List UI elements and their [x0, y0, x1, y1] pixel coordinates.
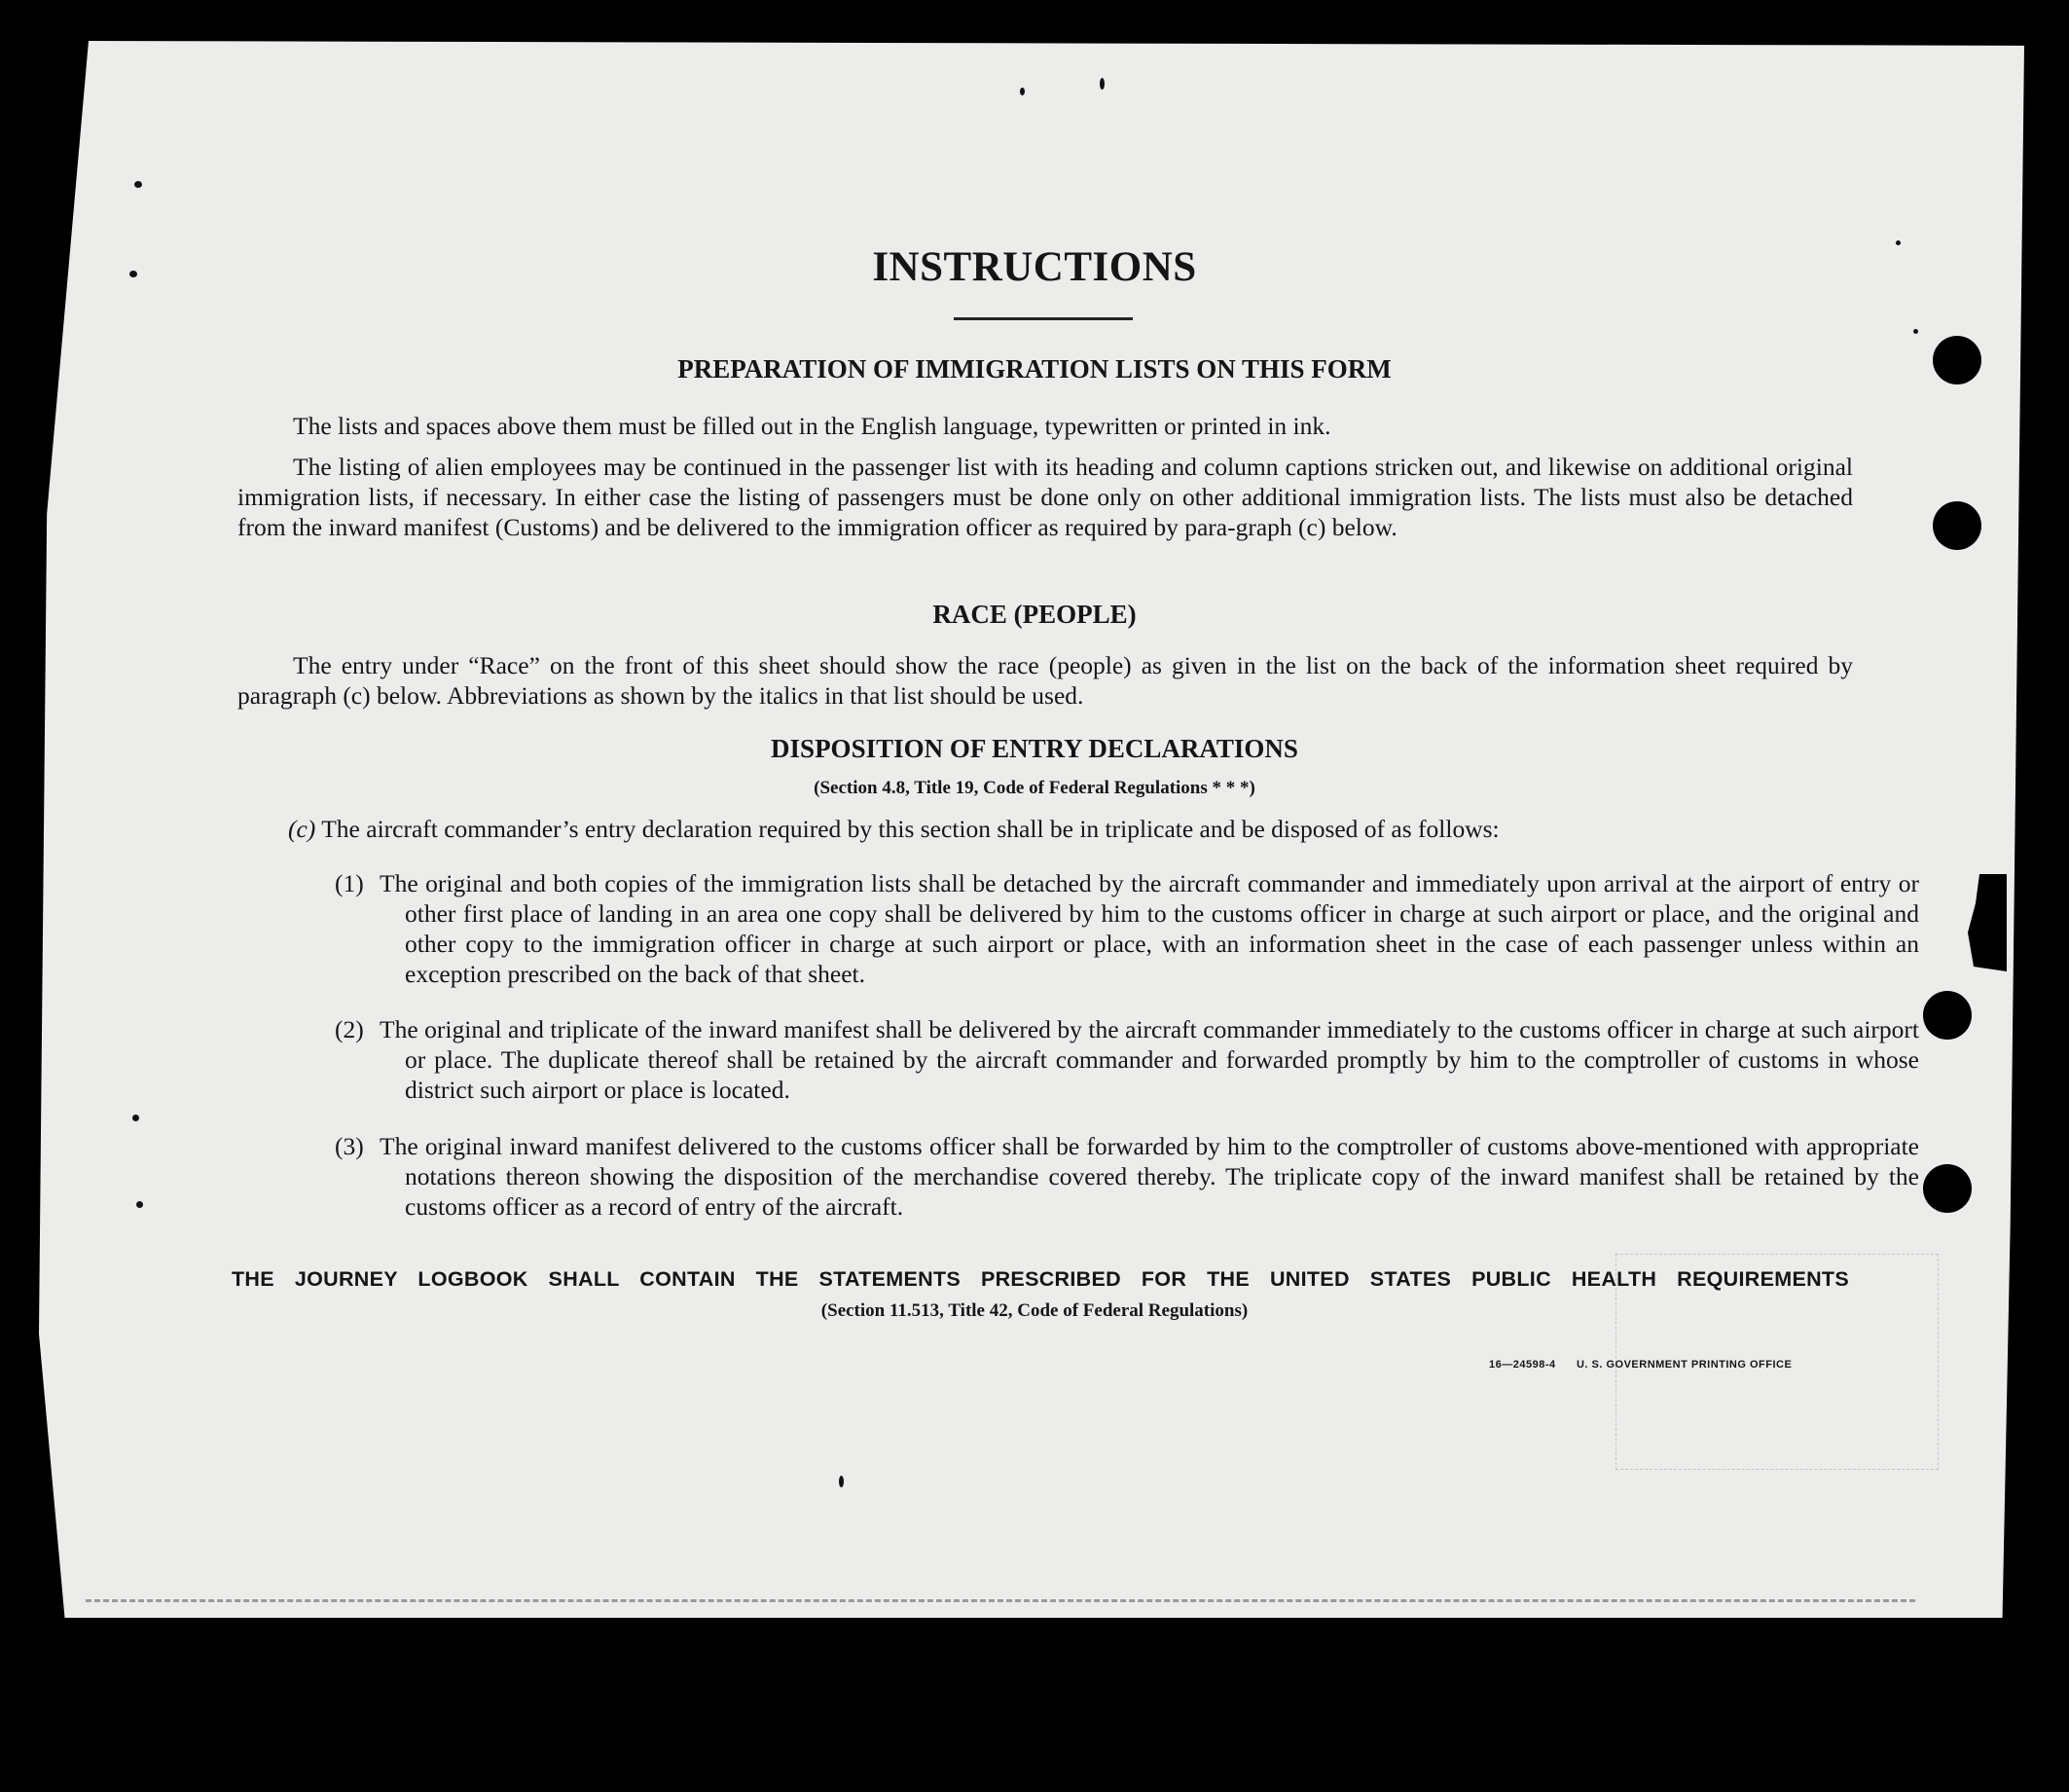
page-title: INSTRUCTIONS [872, 244, 1197, 290]
list-item [335, 868, 1919, 989]
clause-text: The aircraft commander’s entry declaration required by this section shall be in triplicate and be disposed of as follows: [321, 815, 1500, 843]
list-item [335, 1131, 1919, 1222]
ink-speck [839, 1476, 844, 1487]
ink-speck [1913, 329, 1918, 334]
ink-speck [1100, 78, 1105, 90]
punch-hole [1923, 991, 1972, 1040]
race-paragraph: The entry under “Race” on the front of this sheet should show the race (people) as given in the list on the back of the information sheet required by paragraph (c) below. Abbreviations as shown by the italics in that list should be used. [237, 651, 1853, 710]
title-underline [954, 317, 1133, 320]
item-number: (3) [335, 1132, 364, 1160]
item-text: The original and triplicate of the inward manifest shall be delivered by the aircraft commander immediately to the customs officer in charge at such airport or place. The duplicate thereof shall be retained by the aircraft commander and forwarded promptly by him to the comptroller of customs in whose district such airport or place is located. [380, 1015, 1919, 1104]
preparation-paragraph-1: The lists and spaces above them must be filled out in the English language, typewritten or printed in ink. [293, 412, 1331, 440]
item-number: (1) [335, 869, 364, 897]
clause-label: (c) [288, 815, 316, 843]
disposition-heading: DISPOSITION OF ENTRY DECLARATIONS [771, 734, 1298, 763]
ink-speck [134, 181, 142, 188]
race-heading: RACE (PEOPLE) [932, 600, 1137, 629]
printer-name: U. S. GOVERNMENT PRINTING OFFICE [1576, 1359, 1793, 1371]
clause-c [288, 814, 1855, 844]
disposition-citation: (Section 4.8, Title 19, Code of Federal Regulations * * *) [814, 778, 1255, 798]
item-text: The original and both copies of the immigration lists shall be detached by the aircraft commander and immediately upon arrival at the airport of entry or other first place of landing in an area one copy shall be delivered by him to the customs officer in charge at such airport or place, and the original and other copy to the immigration officer in charge at such airport or place, with an information sheet in the case of each passenger unless within an exception prescribed on the back of that sheet. [380, 869, 1919, 988]
form-number: 16—24598-4 [1489, 1359, 1556, 1371]
punch-hole [1923, 1164, 1972, 1213]
journey-logbook-notice: THE JOURNEY LOGBOOK SHALL CONTAIN THE STATEMENTS PRESCRIBED FOR THE UNITED STATES PUBLIC HEALTH REQUIREMENTS [232, 1267, 1849, 1291]
preparation-heading: PREPARATION OF IMMIGRATION LISTS ON THIS FORM [677, 354, 1392, 384]
ink-speck [136, 1201, 143, 1208]
printer-imprint [1489, 1359, 1792, 1371]
preparation-paragraph-2: The listing of alien employees may be continued in the passenger list with its heading and column captions stricken out, and likewise on additional original immigration lists, if necessary. In either case the listing of passengers must be done only on other additional immigration lists. The lists must also be detached from the inward manifest (Customs) and be delivered to the immigration officer as required by para-graph (c) below. [237, 453, 1853, 541]
perforation-line [86, 1599, 1915, 1602]
list-item [335, 1014, 1919, 1105]
item-text: The original inward manifest delivered to the customs officer shall be forwarded by him to the comptroller of customs above-mentioned with appropriate notations thereon showing the disposition of the merchandise covered thereby. The triplicate copy of the inward manifest shall be retained by the customs officer as a record of entry of the aircraft. [380, 1132, 1919, 1221]
item-number: (2) [335, 1015, 364, 1043]
journey-citation: (Section 11.513, Title 42, Code of Federal Regulations) [820, 1300, 1249, 1321]
ink-speck [1020, 88, 1025, 95]
punch-hole [1933, 501, 1981, 550]
ink-speck [132, 1115, 139, 1121]
